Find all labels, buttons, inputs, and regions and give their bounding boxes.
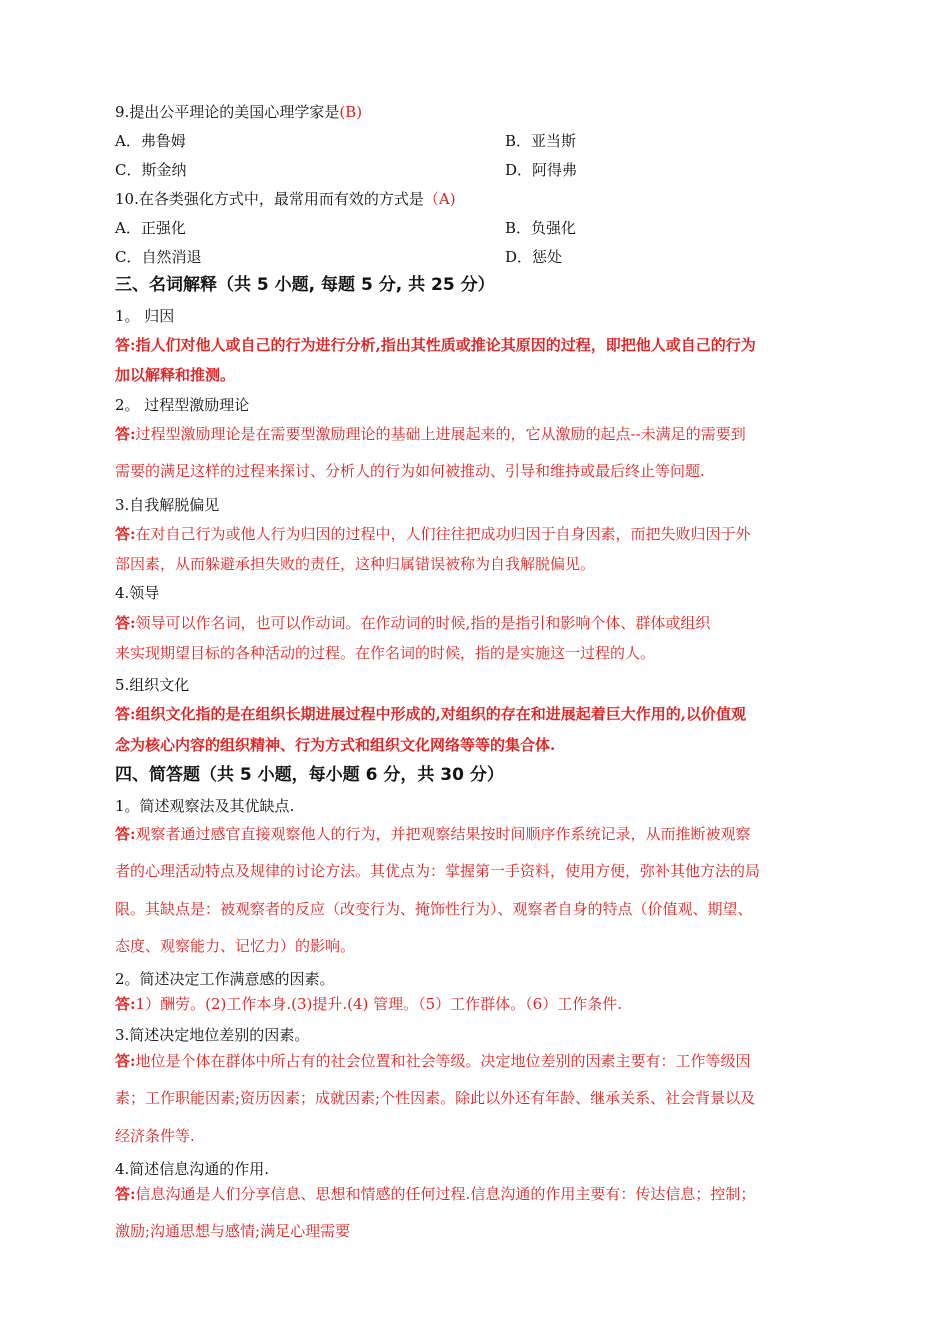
answer-text: 者的心理活动特点及规律的讨论方法。其优点为：掌握第一手资料，使用方便，弥补其他方法的局	[115, 862, 761, 880]
section-title-short-answer: 四、简答题（共 5 小题，每小题 6 分，共 30 分）	[115, 765, 504, 785]
answer-line	[115, 734, 555, 756]
answer-text: 需要的满足这样的过程来探讨、分析人的行为如何被推动、引导和维持或最后终止等问题.	[115, 462, 705, 480]
answer-line	[115, 423, 746, 445]
term-question: 5.组织文化	[115, 676, 190, 694]
option-c: C．斯金纳	[115, 161, 187, 179]
answer-line	[115, 364, 235, 386]
short-question: 4.简述信息沟通的作用.	[115, 1160, 270, 1178]
answer-text: 素；工作职能因素;资历因素；成就因素;个性因素。除此以外还有年龄、继承关系、社会背景以及	[115, 1089, 756, 1107]
question-10	[115, 188, 456, 210]
answer-line	[115, 612, 710, 634]
answer-text: 限。其缺点是：被观察者的反应（改变行为、掩饰性行为）、观察者自身的特点（价值观、期望、	[115, 900, 753, 918]
answer-text: 经济条件等.	[115, 1127, 195, 1145]
answer-text: 态度、观察能力、记忆力）的影响。	[115, 937, 356, 955]
answer-line	[115, 935, 355, 957]
answer-text: 组织文化指的是在组织长期进展过程中形成的,对组织的存在和进展起着巨大作用的,以价值观	[135, 705, 746, 723]
answer-text: 加以解释和推测。	[115, 366, 236, 384]
answer-text: 在对自己行为或他人行为归因的过程中，人们往往把成功归因于自身因素，而把失败归因于外	[135, 525, 751, 543]
option-a: A．弗鲁姆	[115, 132, 186, 150]
answer-label: 答:	[115, 614, 136, 632]
answer-text: 指人们对他人或自己的行为进行分析,指出其性质或推论其原因的过程，即把他人或自己的行为	[135, 336, 756, 354]
answer-label: 答:	[115, 995, 136, 1013]
answer-choice: （A)	[423, 190, 456, 208]
answer-label: 答:	[115, 1052, 136, 1070]
answer-text: 信息沟通是人们分享信息、思想和情感的任何过程.信息沟通的作用主要有：传达信息；控制；	[135, 1185, 756, 1203]
answer-label: 答:	[115, 825, 136, 843]
answer-line	[115, 993, 622, 1015]
answer-label: 答:	[115, 705, 136, 723]
answer-line	[115, 523, 751, 545]
options-row	[115, 217, 577, 239]
answer-text: 来实现期望目标的各种活动的过程。在作名词的时候，指的是实施这一过程的人。	[115, 644, 656, 662]
answer-line	[115, 553, 595, 575]
term-question: 2。 过程型激励理论	[115, 396, 250, 414]
answer-line	[115, 1183, 755, 1205]
answer-line	[115, 1050, 751, 1072]
answer-line	[115, 460, 705, 482]
question-9	[115, 101, 362, 123]
answer-choice: (B)	[339, 103, 363, 121]
option-d: D．阿得弗	[505, 161, 578, 179]
answer-line	[115, 823, 751, 845]
short-question: 3.简述决定地位差别的因素。	[115, 1026, 310, 1044]
answer-label: 答:	[115, 1185, 136, 1203]
answer-label: 答:	[115, 525, 136, 543]
option-a: A．正强化	[115, 219, 186, 237]
option-b: B．亚当斯	[505, 132, 577, 150]
answer-line	[115, 642, 655, 664]
answer-text: 过程型激励理论是在需要型激励理论的基础上进展起来的，它从激励的起点--未满足的需要到	[135, 425, 746, 443]
question-text: 10.在各类强化方式中，最常用而有效的方式是	[115, 190, 424, 208]
options-row	[115, 159, 578, 181]
term-question: 4.领导	[115, 584, 160, 602]
answer-text: 激励;沟通思想与感情;满足心理需要	[115, 1222, 351, 1240]
answer-text: 部因素，从而躲避承担失败的责任，这种归属错误被称为自我解脱偏见。	[115, 555, 596, 573]
option-d: D．惩处	[505, 248, 563, 266]
term-question: 1。 归因	[115, 307, 175, 325]
options-row	[115, 130, 577, 152]
answer-text: 领导可以作名词，也可以作动词。在作动词的时候,指的是指引和影响个体、群体或组织	[135, 614, 711, 632]
answer-text: 地位是个体在群体中所占有的社会位置和社会等级。决定地位差别的因素主要有：工作等级因	[135, 1052, 751, 1070]
answer-text: 观察者通过感官直接观察他人的行为，并把观察结果按时间顺序作系统记录，从而推断被观察	[135, 825, 751, 843]
answer-line	[115, 1125, 195, 1147]
answer-line	[115, 334, 756, 356]
answer-line	[115, 860, 760, 882]
answer-label: 答:	[115, 425, 136, 443]
short-question: 1。简述观察法及其优缺点.	[115, 797, 295, 815]
option-b: B．负强化	[505, 219, 577, 237]
answer-line	[115, 703, 746, 725]
answer-label: 答:	[115, 336, 136, 354]
answer-line	[115, 898, 753, 920]
answer-line	[115, 1087, 755, 1109]
term-question: 3.自我解脱偏见	[115, 496, 220, 514]
question-text: 9.提出公平理论的美国心理学家是	[115, 103, 340, 121]
answer-line	[115, 1220, 350, 1242]
option-c: C．自然消退	[115, 248, 202, 266]
answer-text: 1）酬劳。(2)工作本身.(3)提升.(4) 管理。（5）工作群体。（6）工作条件.	[135, 995, 622, 1013]
answer-text: 念为核心内容的组织精神、行为方式和组织文化网络等等的集合体.	[115, 736, 556, 754]
section-title-definitions: 三、名词解释（共 5 小题, 每题 5 分, 共 25 分）	[115, 275, 495, 295]
short-question: 2。简述决定工作满意感的因素。	[115, 970, 335, 988]
options-row	[115, 246, 563, 268]
